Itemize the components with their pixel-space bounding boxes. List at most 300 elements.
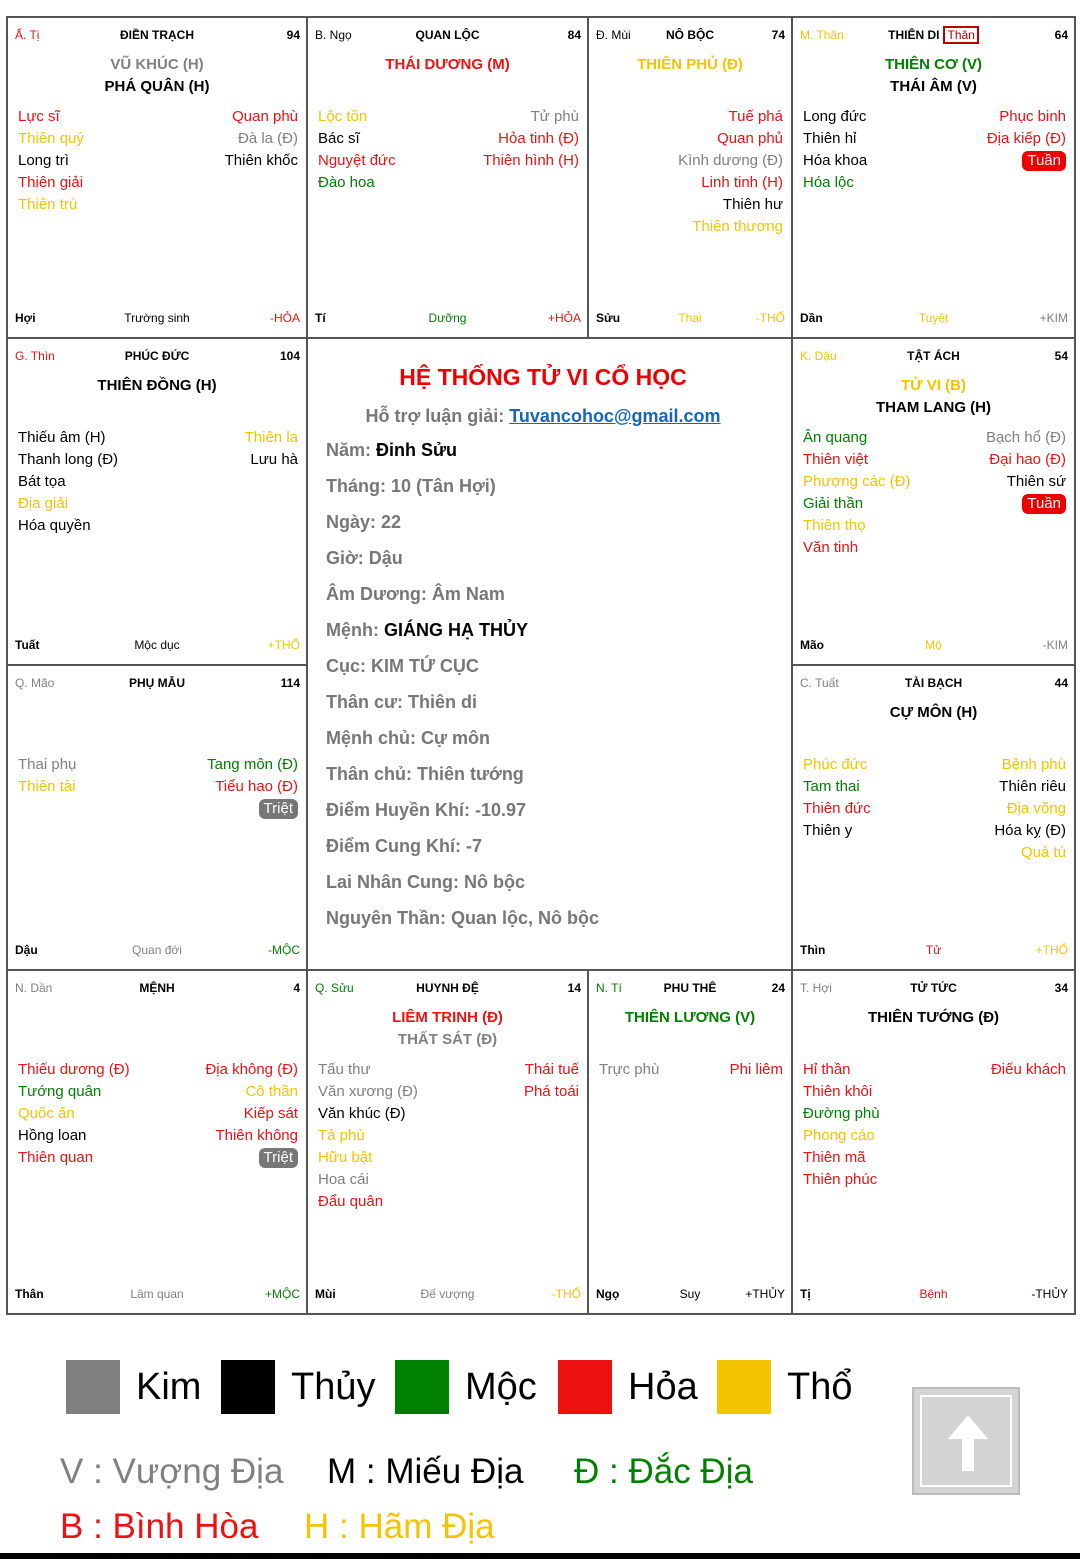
tuan-badge: Tuần — [1022, 151, 1066, 171]
minor-star: Bát tọa — [18, 473, 66, 490]
minor-stars-right — [678, 106, 783, 238]
minor-star: Tuế phá — [728, 108, 783, 125]
age-number: 104 — [279, 349, 300, 363]
birth-info-line — [326, 468, 599, 504]
palace-cell[interactable] — [587, 969, 793, 1315]
main-star: THIÊN CƠ (V) — [885, 56, 982, 73]
triet-badge: Triệt — [259, 799, 298, 819]
minor-star: Thiên trù — [18, 196, 78, 213]
minor-star: Long trì — [18, 152, 69, 169]
main-star: LIÊM TRINH (Đ) — [392, 1009, 503, 1026]
palace-cell[interactable] — [791, 664, 1076, 971]
minor-star: Tấu thư — [318, 1061, 371, 1078]
minor-star: Phong cáo — [803, 1127, 875, 1144]
palace-footer — [589, 1287, 791, 1303]
minor-star: Thiên thương — [692, 218, 783, 235]
support-line — [301, 406, 785, 427]
life-stage: Suy — [679, 1287, 701, 1301]
minor-star: Thái tuế — [524, 1061, 579, 1078]
element-label: Thổ — [787, 1366, 853, 1408]
stem-branch-label: Ấ. Tị — [15, 28, 40, 42]
age-number: 114 — [280, 676, 300, 690]
minor-star: Thiên hình (H) — [483, 152, 579, 169]
element-swatch — [395, 1360, 449, 1414]
minor-star: Thanh long (Đ) — [18, 451, 119, 468]
palace-footer — [308, 1287, 587, 1303]
support-label: Hỗ trợ luận giải: — [365, 406, 505, 426]
minor-star: Phi liêm — [729, 1061, 783, 1078]
minor-stars-left — [18, 106, 84, 216]
minor-star: Lưu hà — [250, 451, 298, 468]
info-label: Mệnh: — [326, 620, 379, 640]
life-stage: Tử — [925, 943, 942, 957]
minor-star: Hỏa tinh (Đ) — [498, 130, 579, 147]
birth-info-line — [326, 900, 599, 936]
stem-branch-label: N. Tí — [596, 981, 622, 995]
minor-star: Văn khúc (Đ) — [318, 1105, 406, 1122]
minor-star: Kiếp sát — [243, 1105, 298, 1122]
palace-name: TỬ TỨC — [910, 981, 957, 995]
minor-stars-left — [18, 427, 118, 537]
life-stage: Mộc dục — [134, 638, 180, 652]
minor-stars-left — [803, 427, 910, 559]
than-marker: Thân — [943, 26, 978, 44]
branch-label: Ngọ — [596, 1287, 620, 1301]
main-stars — [308, 1007, 587, 1051]
minor-star: Hóa khoa — [803, 152, 868, 169]
birth-info-line — [326, 756, 599, 792]
palace-header — [589, 28, 791, 44]
minor-star: Lực sĩ — [18, 108, 60, 125]
minor-stars-left — [18, 1059, 130, 1169]
minor-star: Hỉ thần — [803, 1061, 851, 1078]
triet-badge-row — [205, 1147, 298, 1169]
main-star: THIÊN PHỦ (Đ) — [637, 56, 743, 73]
element-label: -MỘC — [268, 943, 300, 957]
minor-stars-right — [986, 427, 1066, 515]
age-number: 4 — [293, 981, 300, 995]
element-label: +KIM — [1039, 311, 1068, 325]
minor-star: Thiên khôi — [803, 1083, 873, 1100]
main-stars — [8, 375, 306, 397]
element-swatch — [66, 1360, 120, 1414]
element-label: Kim — [136, 1366, 202, 1408]
palace-name: THIÊN DI Thân — [793, 28, 1074, 42]
branch-label: Mão — [800, 638, 824, 652]
minor-stars-right — [225, 106, 298, 172]
minor-star: Hóa kỵ (Đ) — [994, 822, 1066, 839]
minor-stars-left — [803, 1059, 880, 1191]
arrow-up-icon — [922, 1397, 1014, 1489]
minor-star: Tam thai — [803, 778, 860, 795]
info-label: Ngày: 22 — [326, 512, 402, 532]
palace-cell[interactable] — [306, 16, 589, 339]
age-number: 84 — [567, 28, 581, 42]
minor-star: Thiếu dương (Đ) — [18, 1061, 130, 1078]
minor-star: Thiên la — [244, 429, 298, 446]
stem-branch-label: Đ. Mùi — [596, 28, 631, 42]
age-number: 74 — [771, 28, 785, 42]
element-label: +THỦY — [745, 1287, 785, 1301]
age-number: 24 — [771, 981, 785, 995]
minor-star: Thiếu âm (H) — [18, 429, 106, 446]
info-label: Thân cư: Thiên di — [326, 692, 478, 712]
stem-branch-label: C. Tuất — [800, 676, 839, 690]
minor-star: Cô thần — [245, 1083, 298, 1100]
minor-star: Điếu khách — [990, 1061, 1066, 1078]
minor-star: Thiên phúc — [803, 1171, 878, 1188]
branch-label: Thân — [15, 1287, 44, 1301]
strength-legend-item: V : Vượng Địa — [60, 1452, 284, 1491]
element-label: +THỔ — [267, 638, 300, 652]
palace-header — [589, 981, 791, 997]
palace-cell[interactable] — [791, 16, 1076, 339]
minor-star: Hồng loan — [18, 1127, 87, 1144]
minor-star: Phá toái — [523, 1083, 579, 1100]
minor-star: Nguyệt đức — [318, 152, 396, 169]
strength-legend-item: B : Bình Hòa — [60, 1507, 259, 1546]
main-stars — [8, 54, 306, 98]
minor-star: Địa không (Đ) — [205, 1061, 298, 1078]
palace-footer — [8, 943, 306, 959]
minor-star: Quả tú — [1020, 844, 1066, 861]
minor-star: Linh tinh (H) — [701, 174, 783, 191]
main-star: THAM LANG (H) — [876, 399, 991, 416]
palace-header — [8, 349, 306, 365]
main-star: THÁI ÂM (V) — [890, 78, 977, 95]
main-stars — [793, 702, 1074, 724]
birth-info-line — [326, 792, 599, 828]
palace-footer — [793, 943, 1074, 959]
main-star: CỰ MÔN (H) — [889, 704, 978, 721]
minor-star: Thiên giải — [18, 174, 84, 191]
palace-name: NÔ BỘC — [666, 28, 714, 42]
stem-branch-label: G. Thìn — [15, 349, 55, 363]
element-swatch — [717, 1360, 771, 1414]
info-label: Lai Nhân Cung: Nô bộc — [326, 872, 525, 892]
branch-label: Mùi — [315, 1287, 336, 1301]
element-label: -HỎA — [270, 311, 300, 325]
minor-star: Đẩu quân — [318, 1193, 384, 1210]
minor-star: Tả phù — [318, 1127, 365, 1144]
minor-star: Thiên khốc — [224, 152, 298, 169]
chart-title: HỆ THỐNG TỬ VI CỔ HỌC — [399, 364, 687, 390]
minor-star: Bạch hổ (Đ) — [985, 429, 1066, 446]
birth-info-line — [326, 432, 599, 468]
palace-header — [793, 28, 1074, 44]
palace-header — [8, 676, 306, 692]
stem-branch-label: K. Dậu — [800, 349, 837, 363]
info-label: Giờ: Dậu — [326, 548, 403, 568]
minor-star: Trực phù — [599, 1061, 660, 1078]
life-stage: Dưỡng — [428, 311, 467, 325]
branch-label: Tị — [800, 1287, 811, 1301]
age-number: 14 — [567, 981, 581, 995]
palace-footer — [793, 638, 1074, 654]
branch-label: Dần — [800, 311, 823, 325]
scroll-top-frame — [920, 1395, 1012, 1487]
triet-badge-row — [207, 798, 298, 820]
minor-stars-right — [994, 754, 1066, 864]
age-number: 54 — [1054, 349, 1068, 363]
minor-stars-left — [18, 754, 76, 798]
palace-footer — [8, 1287, 306, 1303]
strength-legend-item: Đ : Đắc Địa — [574, 1452, 753, 1491]
branch-label: Tuất — [15, 638, 40, 652]
minor-star: Hoa cái — [318, 1171, 369, 1188]
palace-name: TẬT ÁCH — [907, 349, 960, 363]
element-label: -THỦY — [1031, 1287, 1068, 1301]
main-star: VŨ KHÚC (H) — [110, 56, 204, 73]
minor-stars-left — [318, 106, 396, 194]
minor-stars-right — [987, 106, 1066, 172]
palace-name: TÀI BẠCH — [904, 676, 963, 690]
palace-cell[interactable] — [6, 664, 308, 971]
strength-legend-item: M : Miếu Địa — [327, 1452, 524, 1491]
minor-stars-right — [730, 1059, 783, 1081]
branch-label: Thìn — [800, 943, 826, 957]
palace-name: MỆNH — [139, 981, 175, 995]
minor-star: Văn tinh — [803, 539, 859, 556]
element-label: +HỎA — [547, 311, 581, 325]
birth-info-line — [326, 720, 599, 756]
age-number: 94 — [286, 28, 300, 42]
scroll-top-button[interactable] — [912, 1387, 1020, 1495]
branch-label: Dậu — [15, 943, 38, 957]
element-label: Hỏa — [628, 1366, 698, 1408]
minor-stars-right — [245, 427, 298, 471]
birth-info-line — [326, 612, 599, 648]
minor-stars-right — [483, 106, 579, 172]
main-stars — [793, 54, 1074, 98]
minor-star: Phượng các (Đ) — [803, 473, 911, 490]
palace-name: HUYNH ĐỆ — [416, 981, 479, 995]
info-label: Nguyên Thần: Quan lộc, Nô bộc — [326, 908, 600, 928]
minor-star: Phục binh — [999, 108, 1066, 125]
age-number: 34 — [1054, 981, 1068, 995]
life-stage: Quan đới — [132, 943, 182, 957]
info-label: Tháng: 10 (Tân Hợi) — [326, 476, 496, 496]
stem-branch-label: T. Hợi — [800, 981, 832, 995]
element-label: +MỘC — [264, 1287, 300, 1301]
birth-info-line — [326, 684, 599, 720]
life-stage: Đế vượng — [420, 1287, 475, 1301]
life-stage: Trường sinh — [124, 311, 190, 325]
palace-name: PHU THÊ — [663, 981, 717, 995]
main-stars — [308, 54, 587, 76]
age-number: 44 — [1054, 676, 1068, 690]
life-stage: Lâm quan — [130, 1287, 184, 1301]
palace-footer — [793, 311, 1074, 327]
info-label: Năm: — [326, 440, 372, 460]
minor-star: Tướng quân — [18, 1083, 102, 1100]
minor-stars-right — [991, 1059, 1066, 1081]
minor-stars-right — [524, 1059, 579, 1103]
minor-star: Đào hoa — [318, 174, 375, 191]
minor-star: Long đức — [803, 108, 867, 125]
minor-star: Thiên y — [803, 822, 853, 839]
birth-info-list — [326, 432, 599, 936]
palace-name: QUAN LỘC — [415, 28, 480, 42]
main-star: THIÊN ĐỒNG (H) — [97, 377, 217, 394]
center-info-panel — [301, 322, 785, 976]
minor-star: Thiên tài — [18, 778, 76, 795]
support-email-link[interactable]: Tuvancohoc@gmail.com — [509, 406, 721, 426]
life-stage: Tuyệt — [918, 311, 949, 325]
minor-stars-left — [803, 754, 871, 842]
palace-name: ĐIỀN TRẠCH — [120, 28, 194, 42]
minor-star: Bác sĩ — [318, 130, 360, 147]
palace-cell[interactable] — [791, 337, 1076, 666]
minor-star: Tử phù — [530, 108, 579, 125]
palace-footer — [8, 638, 306, 654]
minor-star: Quan phủ — [717, 130, 783, 147]
palace-cell[interactable] — [6, 337, 308, 666]
palace-header — [308, 28, 587, 44]
minor-star: Đường phù — [803, 1105, 880, 1122]
stem-branch-label: B. Ngọ — [315, 28, 352, 42]
minor-star: Thiên thọ — [803, 517, 866, 534]
birth-info-line — [326, 648, 599, 684]
element-swatch — [558, 1360, 612, 1414]
minor-star: Văn xương (Đ) — [318, 1083, 418, 1100]
life-stage: Bệnh — [919, 1287, 948, 1301]
info-label: Âm Dương: Âm Nam — [326, 584, 505, 604]
palace-cell[interactable] — [6, 16, 308, 339]
stem-branch-label: M. Thân — [800, 28, 844, 42]
main-stars — [589, 1007, 791, 1029]
palace-name: PHÚC ĐỨC — [124, 349, 190, 363]
life-stage: Thai — [678, 311, 702, 325]
minor-star: Đại hao (Đ) — [989, 451, 1066, 468]
info-label: Thân chủ: Thiên tướng — [326, 764, 524, 784]
main-star: THIÊN LƯƠNG (V) — [624, 1009, 756, 1026]
info-label: Mệnh chủ: Cự môn — [326, 728, 491, 748]
minor-star: Hữu bật — [318, 1149, 373, 1166]
minor-star: Bệnh phù — [1001, 756, 1066, 773]
info-value: GIÁNG HẠ THỦY — [379, 620, 529, 640]
palace-footer — [8, 311, 306, 327]
birth-info-line — [326, 576, 599, 612]
minor-star: Thiên quan — [18, 1149, 94, 1166]
age-number: 64 — [1054, 28, 1068, 42]
minor-star: Kình dương (Đ) — [678, 152, 783, 169]
minor-star: Lộc tồn — [318, 108, 368, 125]
element-label: -KIM — [1042, 638, 1068, 652]
element-label: +THỔ — [1035, 943, 1068, 957]
tuan-badge: Tuần — [1022, 494, 1066, 514]
minor-star: Thiên việt — [803, 451, 869, 468]
main-star: THẤT SÁT (Đ) — [397, 1031, 498, 1048]
main-star: TỬ VI (B) — [901, 377, 966, 394]
minor-star: Phúc đức — [803, 756, 868, 773]
minor-star: Thiên mã — [803, 1149, 866, 1166]
birth-info-line — [326, 504, 599, 540]
branch-label: Hợi — [15, 311, 36, 325]
minor-star: Thai phụ — [18, 756, 77, 773]
main-stars — [793, 1007, 1074, 1029]
palace-header — [793, 349, 1074, 365]
minor-star: Thiên hư — [722, 196, 783, 213]
minor-stars-right — [205, 1059, 298, 1169]
minor-star: Quốc ấn — [18, 1105, 75, 1122]
minor-star: Địa giải — [18, 495, 69, 512]
birth-info-line — [326, 540, 599, 576]
minor-star: Hóa quyền — [18, 517, 91, 534]
main-stars — [589, 54, 791, 76]
info-value: Đinh Sửu — [371, 440, 458, 460]
minor-star: Ân quang — [803, 429, 868, 446]
tuan-badge-row — [987, 150, 1066, 172]
branch-label: Tí — [315, 311, 326, 325]
element-label: -THỔ — [755, 311, 785, 325]
minor-stars-left — [803, 106, 867, 194]
minor-star: Tiểu hao (Đ) — [215, 778, 298, 795]
palace-header — [8, 28, 306, 44]
element-label: Mộc — [465, 1366, 537, 1408]
branch-label: Sửu — [596, 311, 621, 325]
palace-cell[interactable] — [791, 969, 1076, 1315]
palace-header — [8, 981, 306, 997]
palace-header — [308, 981, 587, 997]
stem-branch-label: Q. Mão — [15, 676, 55, 690]
minor-star: Thiên riêu — [999, 778, 1066, 795]
element-label: -THỔ — [551, 1287, 581, 1301]
bottom-border — [0, 1553, 1080, 1559]
main-star: PHÁ QUÂN (H) — [104, 78, 210, 95]
minor-star: Địa võng — [1006, 800, 1066, 817]
minor-star: Tang môn (Đ) — [207, 756, 298, 773]
palace-name: PHỤ MẪU — [129, 676, 185, 690]
palace-header — [793, 981, 1074, 997]
minor-star: Thiên hỉ — [803, 130, 857, 147]
minor-star: Thiên không — [215, 1127, 298, 1144]
main-star: THÁI DƯƠNG (M) — [385, 56, 510, 73]
tuan-badge-row — [986, 493, 1066, 515]
palace-footer — [793, 1287, 1074, 1303]
palace-cell[interactable] — [587, 16, 793, 339]
minor-star: Địa kiếp (Đ) — [986, 130, 1066, 147]
main-stars — [793, 375, 1074, 419]
strength-legend-item: H : Hãm Địa — [304, 1507, 495, 1546]
element-swatch — [221, 1360, 275, 1414]
stem-branch-label: N. Dần — [15, 981, 53, 995]
minor-star: Thiên đức — [803, 800, 871, 817]
minor-star: Thiên sứ — [1006, 473, 1066, 490]
birth-info-line — [326, 864, 599, 900]
palace-cell[interactable] — [306, 969, 589, 1315]
element-label: Thủy — [291, 1366, 376, 1408]
minor-stars-left — [599, 1059, 659, 1081]
minor-stars-left — [318, 1059, 418, 1213]
minor-star: Quan phù — [232, 108, 298, 125]
palace-header — [793, 676, 1074, 692]
palace-cell[interactable] — [6, 969, 308, 1315]
minor-stars-right — [207, 754, 298, 820]
minor-star: Hóa lộc — [803, 174, 854, 191]
main-star: THIÊN TƯỚNG (Đ) — [867, 1009, 1000, 1026]
minor-star: Thiên quý — [18, 130, 84, 147]
stem-branch-label: Q. Sửu — [315, 981, 354, 995]
info-label: Cục: KIM TỨ CỤC — [326, 656, 479, 676]
info-label: Điểm Cung Khí: -7 — [326, 836, 482, 856]
life-stage: Mộ — [925, 638, 942, 652]
birth-info-line — [326, 828, 599, 864]
triet-badge: Triệt — [259, 1148, 298, 1168]
info-label: Điểm Huyền Khí: -10.97 — [326, 800, 527, 820]
minor-star: Đà la (Đ) — [237, 130, 298, 147]
minor-star: Giải thần — [803, 495, 864, 512]
